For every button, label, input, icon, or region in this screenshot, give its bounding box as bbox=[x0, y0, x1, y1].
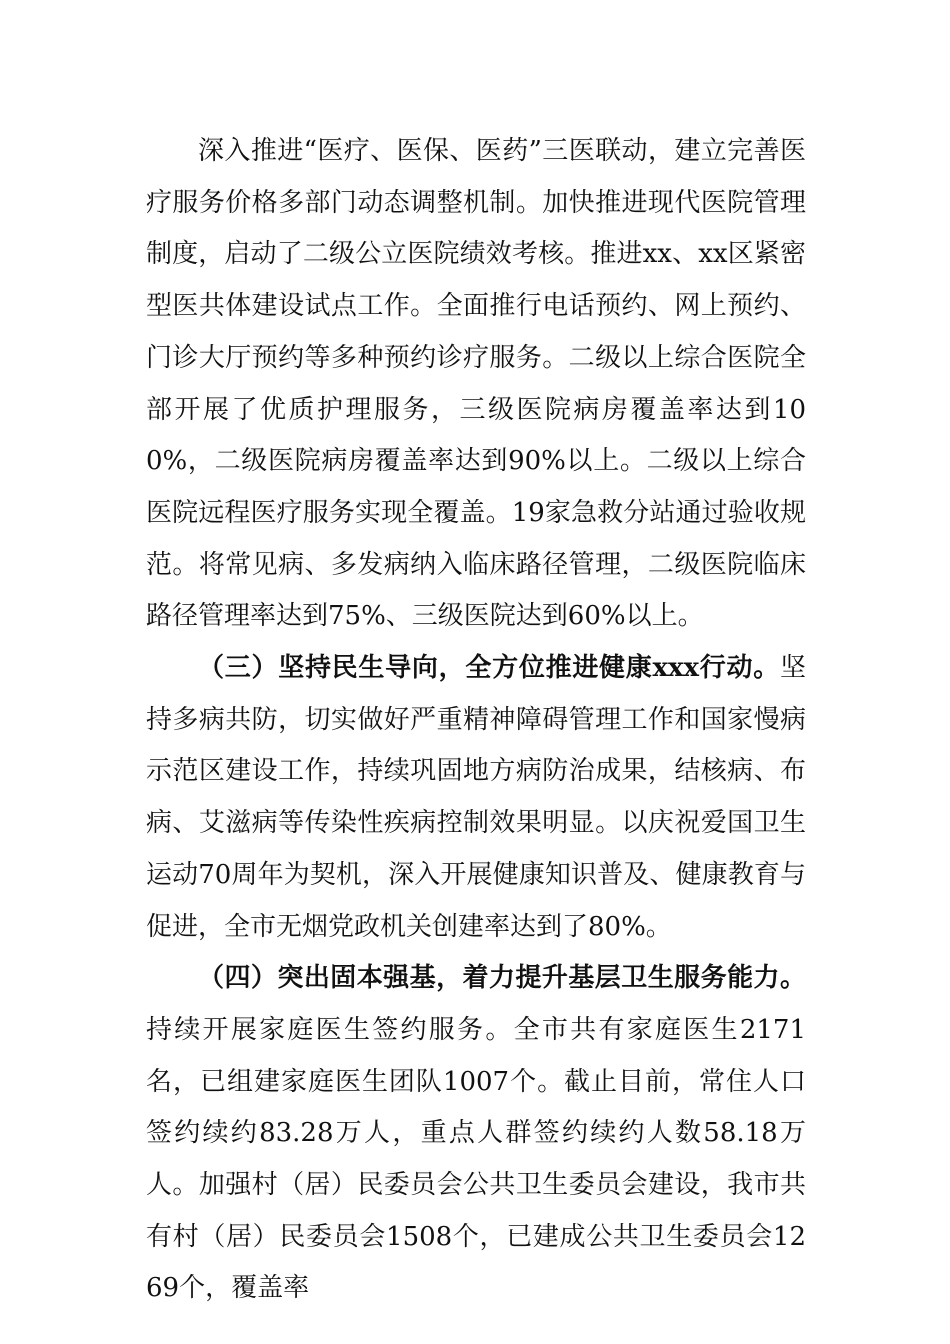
paragraph-3 bbox=[146, 953, 806, 1315]
paragraph-1-text: 深入推进“医疗、医保、医药”三医联动，建立完善医疗服务价格多部门动态调整机制。加快推进现代医院管理制度，启动了二级公立医院绩效考核。推进xx、xx区紧密型医共体建设试点工作。全面推行电话预约、网上预约、门诊大厅预约等多种预约诊疗服务。二级以上综合医院全部开展了优质护理服务，三级医院病房覆盖率达到100%，二级医院病房覆盖率达到90%以上。二级以上综合医院远程医疗服务实现全覆盖。19家急救分站通过验收规范。将常见病、多发病纳入临床路径管理，二级医院临床路径管理率达到75%、三级医院达到60%以上。 bbox=[146, 136, 806, 632]
paragraph-3-text: 持续开展家庭医生签约服务。全市共有家庭医生2171名，已组建家庭医生团队1007个。截止目前，常住人口签约续约83.28万人，重点人群签约续约人数58.18万人。加强村（居）民委员会公共卫生委员会建设，我市共有村（居）民委员会1508个，已建成公共卫生委员会1269个，覆盖率 bbox=[146, 1014, 806, 1304]
paragraph-3-heading: （四）突出固本强基，着力提升基层卫生服务能力。 bbox=[198, 963, 806, 994]
paragraph-2 bbox=[146, 643, 806, 953]
paragraph-2-text: 坚持多病共防，切实做好严重精神障碍管理工作和国家慢病示范区建设工作，持续巩固地方病防治成果，结核病、布病、艾滋病等传染性疾病控制效果明显。以庆祝爱国卫生运动70周年为契机，深入开展健康知识普及、健康教育与促进，全市无烟党政机关创建率达到了80%。 bbox=[146, 653, 806, 942]
body-text bbox=[146, 126, 806, 1315]
paragraph-1 bbox=[146, 126, 806, 643]
paragraph-2-heading: （三）坚持民生导向，全方位推进健康xxx行动。 bbox=[198, 653, 780, 684]
